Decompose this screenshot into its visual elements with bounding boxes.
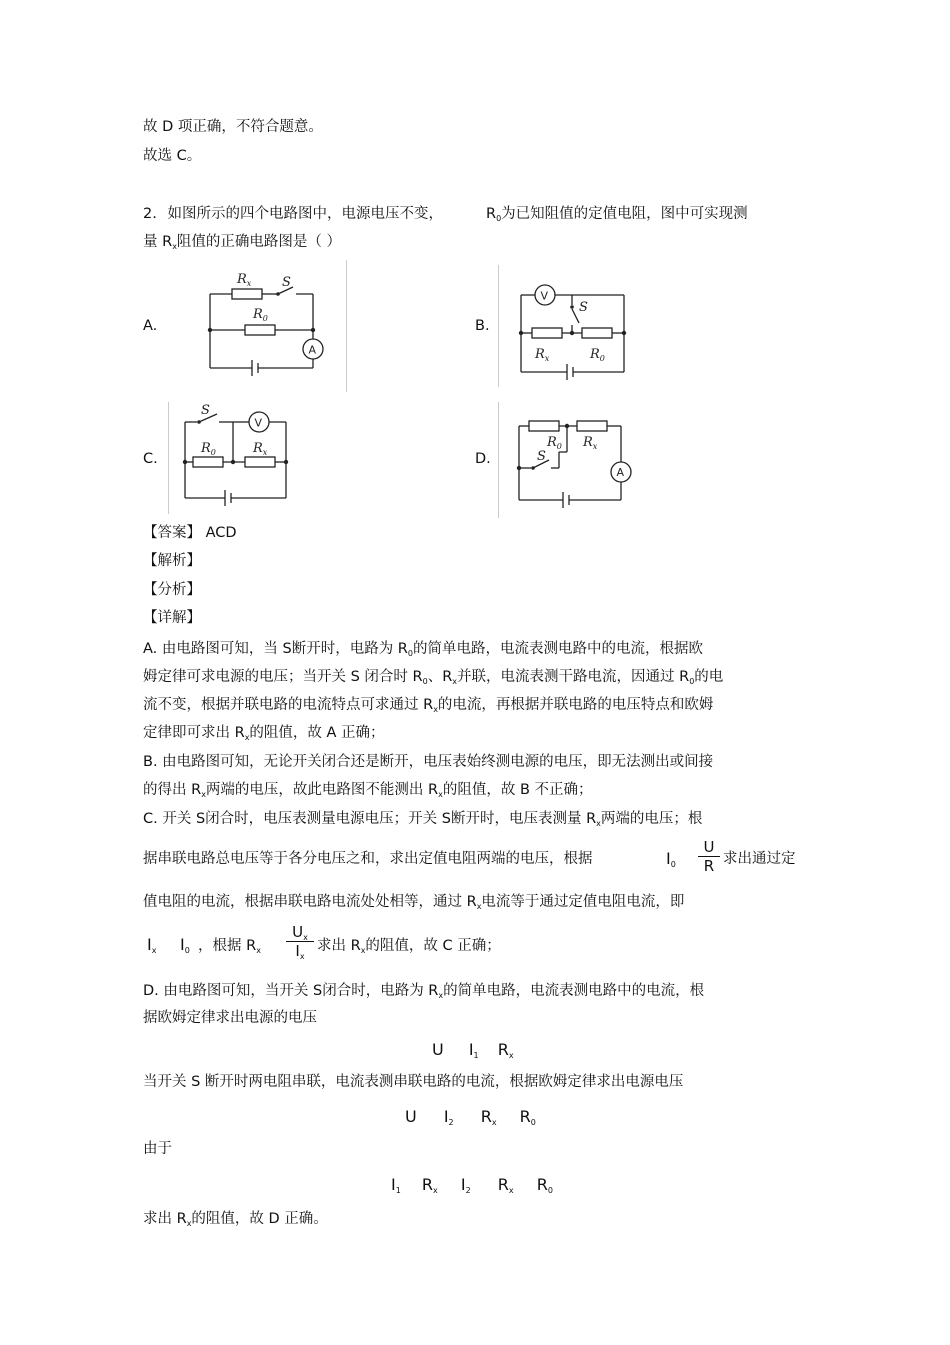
circuit-figure-a bbox=[168, 260, 347, 392]
option-label-b: B. bbox=[475, 318, 490, 334]
circuit-diagram-b bbox=[499, 265, 638, 387]
question-line: 量 $R_x$阻值的正确电路图是（ ） bbox=[143, 234, 342, 251]
section-heading: 【详解】 bbox=[143, 610, 201, 626]
svg-text:Rx: $R_x$ bbox=[583, 435, 598, 451]
question-line: $R_0$为已知阻值的定值电阻，图中可实现测 bbox=[486, 206, 748, 223]
explanation-d-line: 当开关 S 断开时两电阻串联，电流表测串联电路的电流，根据欧姆定律求出电源电压 bbox=[143, 1074, 684, 1090]
circuit-diagram-a bbox=[168, 260, 346, 392]
circuit-figure-c bbox=[168, 402, 309, 514]
circuit-diagram-c bbox=[169, 402, 309, 514]
explanation-b-line: B. 由电路图可知，无论开关闭合还是断开，电压表始终测电源的电压，即无法测出或间接 bbox=[143, 754, 714, 770]
svg-text:Rx: $R_x$ bbox=[253, 441, 268, 457]
circuit-figure-d bbox=[498, 402, 637, 518]
explanation-a-line: 姆定律可求电源的电压；当开关 S 闭合时 $R_0$、$R_x$并联，电流表测干路电流，因通过 $R_0$的电 bbox=[143, 669, 724, 686]
equation-2: U I2 Rx R0 bbox=[405, 1107, 536, 1127]
ammeter-icon: A bbox=[616, 466, 625, 479]
option-label-c: C. bbox=[143, 451, 158, 467]
explanation-c-line: 据串联电路总电压等于各分电压之和，求出定值电阻两端的电压，根据 bbox=[143, 851, 593, 867]
label-r0: $R_0$ bbox=[253, 307, 268, 323]
equation-1: U I1 Rx bbox=[432, 1040, 514, 1060]
svg-text:Rx: $R_x$ bbox=[535, 347, 550, 363]
explanation-d-line: 据欧姆定律求出电源的电压 bbox=[143, 1010, 317, 1026]
option-label-a: A. bbox=[143, 318, 158, 334]
svg-text:S: S bbox=[201, 403, 210, 418]
svg-text:R0: $R_0$ bbox=[590, 347, 605, 363]
section-heading: 【分析】 bbox=[143, 582, 201, 598]
question-line: 2. 如图所示的四个电路图中，电源电压不变， bbox=[143, 206, 443, 222]
ammeter-icon: A bbox=[308, 343, 317, 357]
explanation-a-line: A. 由电路图可知，当 S断开时，电路为 $R_0$的简单电路，电流表测电路中的电流，根据欧 bbox=[143, 641, 703, 658]
circuit-diagram-d bbox=[499, 402, 637, 518]
explanation-c-line: 求出通过定 bbox=[723, 851, 796, 867]
answer-line: 【答案】 ACD bbox=[143, 525, 237, 541]
explanation-d-line: D. 由电路图可知，当开关 S闭合时，电路为 $R_x$的简单电路，电流表测电路中的电流，根 bbox=[143, 983, 705, 1000]
circuit-figure-b bbox=[498, 265, 638, 387]
explanation-c-line: ，根据 $R_x$ bbox=[198, 938, 261, 955]
fraction-ux-over-ix: $\frac{U_x}{I_x}$ bbox=[286, 923, 314, 960]
section-heading: 【解析】 bbox=[143, 553, 201, 569]
explanation-c-line: 求出 $R_x$的阻值，故 C 正确； bbox=[317, 938, 501, 955]
explanation-a-line: 流不变，根据并联电路的电流特点可求通过 $R_x$的电流，再根据并联电路的电压特点和欧姆 bbox=[143, 697, 714, 714]
svg-text:R0: $R_0$ bbox=[547, 435, 562, 451]
formula-ix: Ix bbox=[147, 935, 157, 955]
explanation-c-line: C. 开关 S闭合时，电压表测量电源电压；开关 S断开时，电压表测量 $R_x$两端的电压；根 bbox=[143, 811, 703, 828]
explanation-c-line: 值电阻的电流，根据串联电路电流处处相等，通过 $R_x$电流等于通过定值电阻电流，即 bbox=[143, 894, 685, 911]
question-number: 2. bbox=[143, 206, 157, 222]
text-line: 故选 C。 bbox=[143, 148, 202, 164]
label-rx: $R_x$ bbox=[237, 272, 252, 288]
voltmeter-icon: V bbox=[540, 289, 549, 303]
label-s: S bbox=[282, 275, 291, 290]
option-label-d: D. bbox=[475, 451, 491, 467]
explanation-d-line: 由于 bbox=[143, 1141, 172, 1157]
explanation-d-line: 求出 $R_x$的阻值，故 D 正确。 bbox=[143, 1211, 328, 1228]
fraction-u-over-r: $\frac{U}{R}$ bbox=[698, 838, 720, 875]
svg-text:S: S bbox=[579, 300, 588, 315]
formula-i0: I0 bbox=[180, 935, 190, 955]
svg-text:R0: $R_0$ bbox=[201, 441, 216, 457]
voltmeter-icon: V bbox=[254, 416, 263, 430]
equation-3: I1 Rx I2 Rx R0 bbox=[391, 1175, 553, 1195]
text-line: 故 D 项正确，不符合题意。 bbox=[143, 119, 323, 135]
formula-i0: I0 bbox=[666, 849, 676, 869]
svg-text:S: S bbox=[537, 449, 546, 464]
explanation-a-line: 定律即可求出 $R_x$的阻值，故 A 正确； bbox=[143, 725, 385, 742]
explanation-b-line: 的得出 $R_x$两端的电压，故此电路图不能测出 $R_x$的阻值，故 B 不正确； bbox=[143, 782, 593, 799]
